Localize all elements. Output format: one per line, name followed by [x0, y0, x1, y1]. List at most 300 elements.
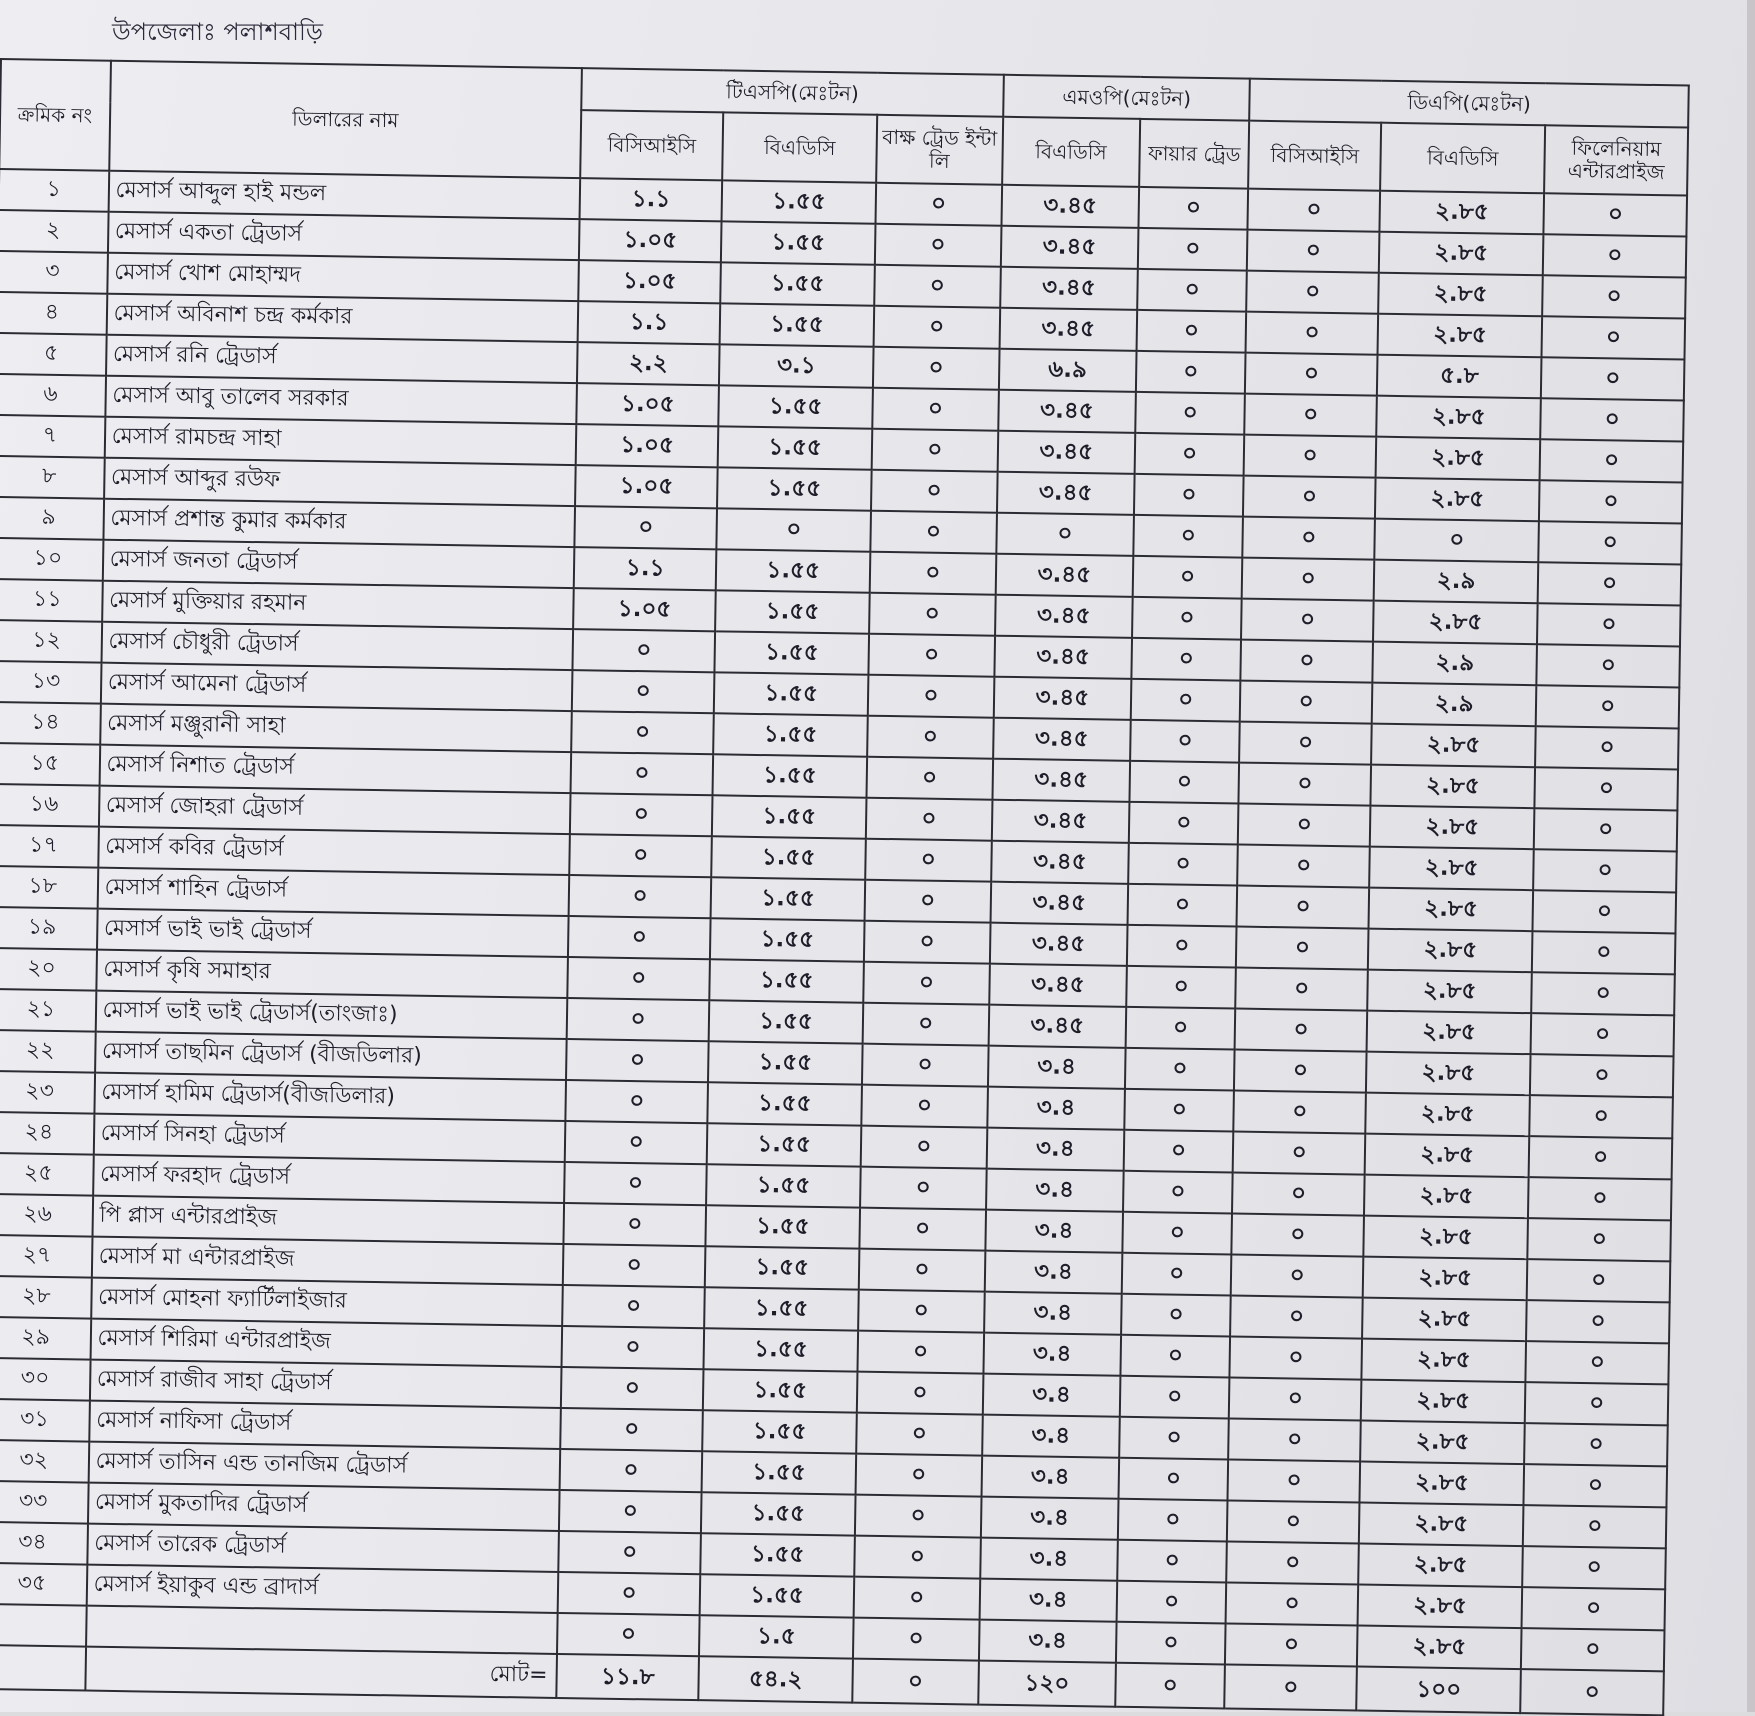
dealer-name-cell: মেসার্স ভাই ভাই ট্রেডার্স	[97, 909, 569, 957]
quantity-cell: ০	[868, 634, 995, 677]
quantity-cell: ১.৫৫	[717, 467, 871, 510]
quantity-cell: ২.৮৫	[1370, 806, 1535, 850]
dealer-name-cell: মেসার্স মোহনা ফ্যার্টিলাইজার	[91, 1278, 563, 1326]
quantity-cell: ১.৫৫	[701, 1492, 855, 1535]
quantity-cell: ১.৫৫	[715, 590, 869, 633]
serial-cell: ২০	[0, 948, 97, 991]
quantity-cell: ০	[1524, 1464, 1667, 1507]
quantity-cell: ১.৫৫	[710, 918, 864, 961]
quantity-cell: ০	[1238, 804, 1370, 847]
quantity-cell: ০	[1241, 599, 1373, 642]
quantity-cell: ১.০৫	[579, 219, 722, 262]
dealer-name-cell: মেসার্স একতা ট্রেডার্স	[108, 212, 580, 260]
quantity-cell: ০	[1232, 1173, 1364, 1216]
quantity-cell: ০	[862, 1003, 989, 1046]
quantity-cell: ১.৫৫	[705, 1287, 859, 1330]
quantity-cell: ০	[1523, 1505, 1666, 1548]
total-value-cell: ০	[1115, 1663, 1225, 1709]
quantity-cell: ০	[869, 593, 996, 636]
quantity-cell: ০	[574, 506, 717, 549]
quantity-cell: ১.৫৫	[709, 1000, 863, 1043]
quantity-cell: ০	[863, 962, 990, 1005]
dealer-name-cell: মেসার্স তারেক ট্রেডার্স	[87, 1524, 559, 1572]
quantity-cell: ০	[1133, 556, 1243, 599]
quantity-cell: ০	[1134, 433, 1244, 476]
quantity-cell: ০	[867, 716, 994, 759]
quantity-cell: ২.৮৫	[1358, 1544, 1523, 1588]
quantity-cell: ০	[1526, 1300, 1669, 1343]
quantity-cell: ২.৯	[1374, 560, 1539, 604]
dealer-name-cell: মেসার্স খোশ মোহাম্মদ	[107, 253, 579, 301]
quantity-cell: ১.৫৫	[721, 221, 875, 264]
dap-col-header-1: বিসিআইসি	[1249, 121, 1382, 191]
quantity-cell: ০	[558, 1531, 701, 1574]
quantity-cell: ০	[566, 1039, 709, 1082]
quantity-cell: ০	[1234, 1050, 1366, 1093]
upazila-label: উপজেলাঃ পলাশবাড়ি	[112, 18, 324, 46]
quantity-cell: ৫.৮	[1377, 355, 1542, 399]
quantity-cell: ০	[568, 875, 711, 918]
quantity-cell: ১.৫	[699, 1615, 853, 1658]
quantity-cell: ০	[1136, 351, 1246, 394]
quantity-cell: ১.৫৫	[719, 385, 873, 428]
quantity-cell: ২.৮৫	[1378, 273, 1543, 317]
serial-cell: ৫	[0, 333, 106, 376]
quantity-cell: ০	[1233, 1132, 1365, 1175]
quantity-cell: ০	[1240, 722, 1372, 765]
dealer-name-cell: মেসার্স ভাই ভাই ট্রেডার্স(তাংজাঃ)	[95, 991, 567, 1039]
dealer-name-header: ডিলারের নাম	[109, 61, 582, 178]
quantity-cell: ২.৮৫	[1365, 1093, 1530, 1137]
quantity-cell: ২.৮৫	[1379, 191, 1544, 235]
serial-cell: ২১	[0, 989, 96, 1032]
serial-cell: ২৩	[0, 1071, 95, 1114]
quantity-cell: ০	[565, 1121, 708, 1164]
quantity-cell: ০	[1245, 394, 1377, 437]
quantity-cell: ৩.৪৫	[990, 882, 1128, 925]
quantity-cell: ০	[1540, 439, 1683, 482]
quantity-cell: ০	[864, 880, 991, 923]
quantity-cell: ০	[861, 1085, 988, 1128]
quantity-cell: ১.৫৫	[708, 1082, 862, 1125]
quantity-cell: ০	[563, 1244, 706, 1287]
quantity-cell: ২.৮৫	[1379, 232, 1544, 276]
quantity-cell: ৩.৪	[981, 1456, 1119, 1499]
quantity-cell: ০	[1227, 1541, 1359, 1584]
quantity-cell: ৩.৪৫	[992, 759, 1130, 802]
serial-cell: ৯	[0, 497, 104, 540]
quantity-cell: ১.০৫	[573, 588, 716, 631]
quantity-cell: ০	[1130, 720, 1240, 763]
quantity-cell: ৩.৪৫	[994, 636, 1132, 679]
quantity-cell: ০	[1521, 1628, 1664, 1671]
dealer-name-cell: মেসার্স আবু তালেব সরকার	[105, 376, 577, 424]
total-value-cell: ১২০	[978, 1661, 1116, 1707]
quantity-cell: ৩.৪৫	[997, 472, 1135, 515]
quantity-cell: ০	[857, 1372, 984, 1415]
quantity-cell: ০	[855, 1495, 982, 1538]
quantity-cell: ৩.৪৫	[990, 923, 1128, 966]
quantity-cell: ০	[1231, 1254, 1363, 1297]
quantity-cell: ০	[1120, 1376, 1230, 1419]
total-value-cell: ১১.৮	[556, 1654, 699, 1700]
quantity-cell: ০	[873, 306, 1000, 349]
quantity-cell: ০	[561, 1326, 704, 1369]
quantity-cell: ২.৮৫	[1361, 1380, 1526, 1424]
quantity-cell: ১.০৫	[578, 260, 721, 303]
serial-cell: ৩২	[0, 1440, 89, 1483]
quantity-cell: ৩.৪	[983, 1333, 1121, 1376]
quantity-cell: ০	[1535, 726, 1678, 769]
serial-cell: ৭	[0, 415, 105, 458]
quantity-cell: ১.১	[577, 301, 720, 344]
sheet-edge	[1747, 0, 1755, 1712]
quantity-cell: ০	[1121, 1294, 1231, 1337]
quantity-cell: ০	[1231, 1295, 1363, 1338]
dealer-name-cell: মেসার্স আমেনা ট্রেডার্স	[100, 663, 572, 711]
quantity-cell: ২.৮৫	[1366, 1052, 1531, 1096]
serial-header: ক্রমিক নং	[0, 59, 111, 171]
quantity-cell: ০	[1541, 398, 1684, 441]
quantity-cell: ০	[1120, 1335, 1230, 1378]
quantity-cell: ০	[567, 957, 710, 1000]
dealer-name-cell: মেসার্স আব্দুর রউফ	[104, 458, 576, 506]
serial-cell: ১৪	[0, 702, 100, 745]
fertilizer-allocation-table	[0, 58, 1690, 1716]
quantity-cell: ০	[1236, 927, 1368, 970]
quantity-cell: ২.৮৫	[1373, 601, 1538, 645]
quantity-cell: ০	[570, 793, 713, 836]
serial-cell: ৬	[0, 374, 106, 417]
quantity-cell: ০	[1132, 597, 1242, 640]
quantity-cell: ২.৮৫	[1368, 888, 1533, 932]
quantity-cell: ০	[570, 752, 713, 795]
dealer-name-cell: মেসার্স শিরিমা এন্টারপ্রাইজ	[90, 1319, 562, 1367]
dealer-name-cell: মেসার্স রনি ট্রেডার্স	[106, 335, 578, 383]
quantity-cell: ০	[1229, 1418, 1361, 1461]
quantity-cell: ৩.৪৫	[995, 595, 1133, 638]
total-value-cell: ১০০	[1356, 1667, 1521, 1714]
quantity-cell: ৩.৪	[987, 1128, 1125, 1171]
quantity-cell: ০	[1541, 357, 1684, 400]
quantity-cell: ২.৮৫	[1362, 1298, 1527, 1342]
quantity-cell: ০	[1131, 638, 1241, 681]
quantity-cell: ০	[568, 916, 711, 959]
quantity-cell: ০	[567, 998, 710, 1041]
quantity-cell: ০	[1126, 966, 1236, 1009]
quantity-cell: ০	[1243, 517, 1375, 560]
quantity-cell: ০	[871, 470, 998, 513]
quantity-cell: ৩.১	[719, 344, 873, 387]
quantity-cell: ০	[853, 1577, 980, 1620]
serial-cell: ৩	[0, 251, 108, 294]
quantity-cell: ০	[1522, 1587, 1665, 1630]
serial-cell: ১৫	[0, 743, 100, 786]
quantity-cell: ০	[1125, 1048, 1235, 1091]
quantity-cell: ০	[1245, 353, 1377, 396]
quantity-cell: ১.৫৫	[706, 1164, 860, 1207]
quantity-cell: ০	[1532, 931, 1675, 974]
quantity-cell: ১.৫৫	[702, 1451, 856, 1494]
quantity-cell: ১.৫৫	[720, 303, 874, 346]
quantity-cell: ০	[862, 1044, 989, 1087]
quantity-cell: ০	[1241, 640, 1373, 683]
quantity-cell: ২.৮৫	[1368, 929, 1533, 973]
total-value-cell: ৫৪.২	[699, 1656, 853, 1702]
quantity-cell: ০	[1525, 1382, 1668, 1425]
quantity-cell: ০	[1230, 1336, 1362, 1379]
quantity-cell: ৩.৪৫	[993, 718, 1131, 761]
quantity-cell: ০	[853, 1618, 980, 1661]
quantity-cell: ০	[1534, 849, 1677, 892]
quantity-cell: ০	[1528, 1218, 1671, 1261]
quantity-cell: ০	[859, 1249, 986, 1292]
quantity-cell: ০	[564, 1162, 707, 1205]
quantity-cell: ০	[1226, 1582, 1358, 1625]
quantity-cell: ১.৫৫	[721, 262, 875, 305]
quantity-cell: ১.৫৫	[714, 713, 868, 756]
quantity-cell: ০	[572, 670, 715, 713]
quantity-cell: ১.৫৫	[703, 1410, 857, 1453]
quantity-cell: ০	[1125, 1007, 1235, 1050]
quantity-cell: ০	[857, 1331, 984, 1374]
quantity-cell: ৩.৪	[979, 1620, 1117, 1663]
quantity-cell: ২.৮৫	[1367, 1011, 1532, 1055]
dealer-name-cell: মেসার্স মুক্তিয়ার রহমান	[102, 581, 574, 629]
quantity-cell: ১.৫৫	[704, 1328, 858, 1371]
quantity-cell: ২.৮৫	[1369, 847, 1534, 891]
quantity-cell: ০	[1116, 1581, 1226, 1624]
quantity-cell: ০	[861, 1126, 988, 1169]
dealer-name-cell: মেসার্স ফরহাদ ট্রেডার্স	[93, 1155, 565, 1203]
quantity-cell: ০	[1530, 1095, 1673, 1138]
quantity-cell: ১.৫৫	[718, 426, 872, 469]
quantity-cell: ১.৫৫	[703, 1369, 857, 1412]
quantity-cell: ০	[571, 711, 714, 754]
dealer-name-cell: মেসার্স কৃষি সমাহার	[96, 950, 568, 998]
table-body	[0, 169, 1687, 1715]
quantity-cell: ৩.৪৫	[1000, 267, 1138, 310]
quantity-cell: ০	[1225, 1623, 1357, 1666]
quantity-cell: ০	[1116, 1622, 1226, 1665]
quantity-cell: ০	[558, 1572, 701, 1615]
quantity-cell: ৩.৪	[987, 1087, 1125, 1130]
quantity-cell: ০	[1526, 1341, 1669, 1384]
quantity-cell: ০	[1533, 890, 1676, 933]
quantity-cell: ০	[1134, 474, 1244, 517]
quantity-cell: ৩.৪৫	[994, 677, 1132, 720]
tsp-group-header: টিএসপি(মেঃটন)	[581, 68, 1004, 117]
quantity-cell: ০	[1228, 1459, 1360, 1502]
dealer-name-cell: মেসার্স জনতা ট্রেডার্স	[102, 540, 574, 588]
quantity-cell: ০	[875, 224, 1002, 267]
quantity-cell: ২.৮৫	[1365, 1134, 1530, 1178]
quantity-cell: ০	[874, 265, 1001, 308]
mop-col-header-2: ফায়ার ট্রেড	[1139, 119, 1250, 189]
quantity-cell: ০	[870, 511, 997, 554]
quantity-cell: ১.৫৫	[701, 1533, 855, 1576]
quantity-cell: ০	[1129, 761, 1239, 804]
total-value-cell: ০	[1521, 1669, 1664, 1715]
quantity-cell: ০	[569, 834, 712, 877]
dealer-name-cell: মেসার্স জোহরা ট্রেডার্স	[99, 786, 571, 834]
dealer-name-cell: মেসার্স চৌধুরী ট্রেডার্স	[101, 622, 573, 670]
serial-cell: ২	[0, 210, 108, 253]
quantity-cell: ০	[561, 1367, 704, 1410]
quantity-cell: ০	[1530, 1054, 1673, 1097]
quantity-cell: ০	[1122, 1212, 1232, 1255]
quantity-cell: ০	[855, 1454, 982, 1497]
quantity-cell: ২.৮৫	[1371, 724, 1536, 768]
quantity-cell: ০	[1138, 228, 1248, 271]
mop-group-header: এমওপি(মেঃটন)	[1003, 75, 1250, 121]
dealer-name-cell: মেসার্স মুকতাদির ট্রেডার্স	[88, 1483, 560, 1531]
quantity-cell: ০	[866, 757, 993, 800]
quantity-cell: ০	[854, 1536, 981, 1579]
serial-cell: ১১	[0, 579, 102, 622]
dealer-name-cell: মেসার্স আব্দুল হাই মন্ডল	[108, 171, 580, 219]
quantity-cell: ২.৮৫	[1370, 765, 1535, 809]
quantity-cell: ০	[996, 513, 1134, 556]
dealer-name-cell: মেসার্স তাছমিন ট্রেডার্স (বীজডিলার)	[95, 1032, 567, 1080]
quantity-cell: ০	[866, 798, 993, 841]
quantity-cell: ১.৫৫	[705, 1246, 859, 1289]
tsp-col-header-2: বিএডিসি	[723, 112, 877, 182]
quantity-cell: ১.৫৫	[710, 959, 864, 1002]
tsp-col-header-3: বাক্ষ ট্রেড ইন্টা লি	[876, 115, 1003, 185]
quantity-cell: ৩.৪	[981, 1497, 1119, 1540]
quantity-cell: ০	[572, 629, 715, 672]
quantity-cell: ২.৮৫	[1359, 1462, 1524, 1506]
quantity-cell: ৩.৪৫	[1001, 185, 1139, 228]
dealer-name-cell: মেসার্স রামচন্দ্র সাহা	[104, 417, 576, 465]
dealer-name-cell: মেসার্স নাফিসা ট্রেডার্স	[89, 1401, 561, 1449]
quantity-cell: ৩.৪	[986, 1169, 1124, 1212]
quantity-cell: ০	[1136, 310, 1246, 353]
total-value-cell: ০	[852, 1659, 979, 1705]
quantity-cell: ০	[1119, 1417, 1229, 1460]
total-value-cell: ০	[1225, 1664, 1357, 1710]
quantity-cell: ০	[864, 921, 991, 964]
quantity-cell: ১.৫৫	[712, 836, 866, 879]
quantity-cell: ০	[1542, 316, 1685, 359]
serial-cell: ১	[0, 169, 109, 212]
quantity-cell: ১.৫৫	[716, 549, 870, 592]
quantity-cell: ৩.৪	[985, 1210, 1123, 1253]
total-blank-cell	[0, 1645, 86, 1691]
serial-cell: ২৪	[0, 1112, 94, 1155]
quantity-cell: ১.০৫	[576, 383, 719, 426]
quantity-cell: ২.৮৫	[1364, 1175, 1529, 1219]
quantity-cell: ০	[560, 1408, 703, 1451]
serial-cell: ৮	[0, 456, 104, 499]
serial-cell: ২৯	[0, 1317, 91, 1360]
quantity-cell: ৩.৪	[984, 1292, 1122, 1335]
quantity-cell: ০	[865, 839, 992, 882]
quantity-cell: ২.৮৫	[1360, 1421, 1525, 1465]
quantity-cell: ২.৮৫	[1363, 1257, 1528, 1301]
quantity-cell: ০	[1532, 972, 1675, 1015]
quantity-cell: ০	[1531, 1013, 1674, 1056]
quantity-cell: ০	[1544, 193, 1687, 236]
quantity-cell: ০	[1127, 884, 1237, 927]
serial-cell: ১৩	[0, 661, 101, 704]
quantity-cell: ৩.৪	[983, 1374, 1121, 1417]
quantity-cell: ০	[1227, 1500, 1359, 1543]
quantity-cell: ০	[1534, 808, 1677, 851]
serial-cell: ২৫	[0, 1153, 93, 1196]
dealer-name-cell: মেসার্স মঞ্জুরানী সাহা	[100, 704, 572, 752]
quantity-cell: ০	[563, 1203, 706, 1246]
quantity-cell: ০	[1543, 234, 1686, 277]
quantity-cell: ০	[1237, 886, 1369, 929]
quantity-cell: ০	[1133, 515, 1243, 558]
quantity-cell: ০	[1246, 312, 1378, 355]
quantity-cell: ০	[1244, 435, 1376, 478]
quantity-cell: ০	[1124, 1130, 1234, 1173]
quantity-cell: ১.৫৫	[722, 180, 876, 223]
quantity-cell: ২.৮৫	[1376, 437, 1541, 481]
serial-cell: ১২	[0, 620, 102, 663]
quantity-cell: ১.৫৫	[700, 1574, 854, 1617]
serial-cell: ১৯	[0, 907, 97, 950]
quantity-cell: ০	[859, 1208, 986, 1251]
serial-cell: ২৬	[0, 1194, 93, 1237]
serial-cell: ৩১	[0, 1399, 90, 1442]
quantity-cell: ০	[860, 1167, 987, 1210]
dealer-name-cell: মেসার্স ইয়াকুব এন্ড ব্রাদার্স	[86, 1565, 558, 1613]
serial-cell: ১৭	[0, 825, 99, 868]
quantity-cell: ০	[1128, 843, 1238, 886]
quantity-cell: ১.০৫	[575, 465, 718, 508]
quantity-cell: ০	[856, 1413, 983, 1456]
serial-cell	[0, 1604, 86, 1647]
quantity-cell: ২.৮৫	[1376, 396, 1541, 440]
quantity-cell: ৩.৪৫	[989, 964, 1127, 1007]
quantity-cell: ০	[1135, 392, 1245, 435]
quantity-cell: ০	[1374, 519, 1539, 563]
quantity-cell: ০	[1528, 1177, 1671, 1220]
quantity-cell: ৩.৪৫	[988, 1005, 1126, 1048]
quantity-cell: ০	[1527, 1259, 1670, 1302]
quantity-cell: ১.১	[574, 547, 717, 590]
quantity-cell: ০	[1239, 763, 1371, 806]
mop-col-header-1: বিএডিসি	[1002, 117, 1140, 187]
dealer-name-cell: মেসার্স প্রশান্ত কুমার কর্মকার	[103, 499, 575, 547]
serial-cell: ২৮	[0, 1276, 91, 1319]
quantity-cell: ০	[1236, 968, 1368, 1011]
quantity-cell: ০	[1235, 1009, 1367, 1052]
quantity-cell: ১.৫৫	[714, 672, 868, 715]
quantity-cell: ০	[557, 1613, 700, 1656]
quantity-cell: ০	[1238, 845, 1370, 888]
quantity-cell: ২.৮৫	[1377, 314, 1542, 358]
quantity-cell: ২.৯	[1372, 642, 1537, 686]
quantity-cell: ০	[1138, 187, 1248, 230]
quantity-cell: ০	[1535, 767, 1678, 810]
quantity-cell: ৩.৪৫	[999, 308, 1137, 351]
quantity-cell: ০	[1247, 230, 1379, 273]
quantity-cell: ১.৫৫	[713, 754, 867, 797]
quantity-cell: ০	[559, 1449, 702, 1492]
quantity-cell: ০	[1536, 685, 1679, 728]
quantity-cell: ০	[1117, 1540, 1227, 1583]
quantity-cell: ৬.৯	[999, 349, 1137, 392]
serial-cell: ১৮	[0, 866, 98, 909]
quantity-cell: ০	[1537, 603, 1680, 646]
quantity-cell: ০	[873, 347, 1000, 390]
quantity-cell: ০	[565, 1080, 708, 1123]
